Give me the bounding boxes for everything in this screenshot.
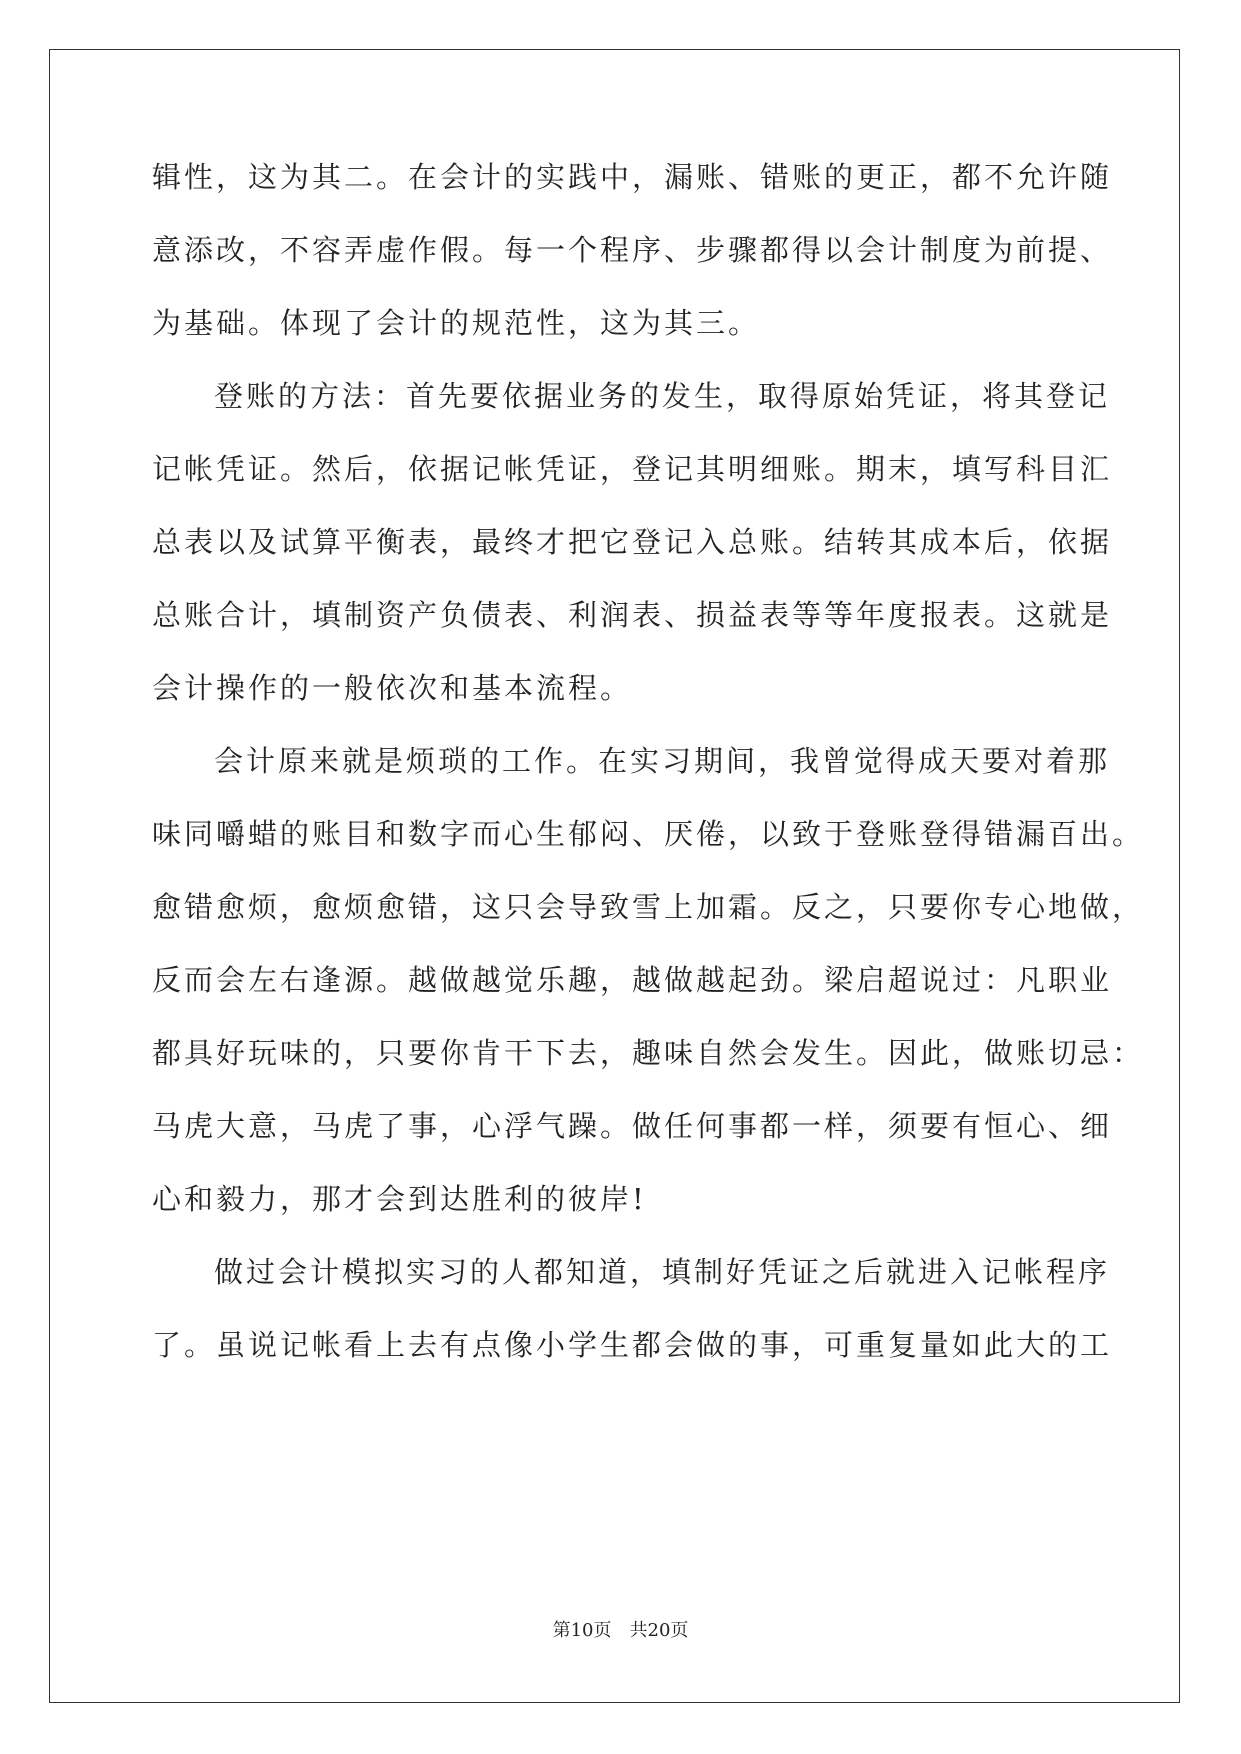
- text-line: 都具好玩味的，只要你肯干下去，趣味自然会发生。因此，做账切忌：: [152, 1036, 1145, 1070]
- text-line: 总账合计，填制资产负债表、利润表、损益表等等年度报表。这就是: [152, 598, 1113, 632]
- text-line: 意添改，不容弄虚作假。每一个程序、步骤都得以会计制度为前提、: [152, 233, 1113, 267]
- text-line: 愈错愈烦，愈烦愈错，这只会导致雪上加霜。反之，只要你专心地做，: [152, 890, 1145, 924]
- paragraph-start: 做过会计模拟实习的人都知道，填制好凭证之后就进入记帐程序: [214, 1255, 1111, 1289]
- text-line: 心和毅力，那才会到达胜利的彼岸!: [152, 1182, 647, 1216]
- paragraph-start: 登账的方法：首先要依据业务的发生，取得原始凭证，将其登记: [214, 379, 1111, 413]
- text-line: 会计操作的一般依次和基本流程。: [152, 671, 633, 705]
- text-line: 了。虽说记帐看上去有点像小学生都会做的事，可重复量如此大的工: [152, 1328, 1113, 1362]
- text-line: 马虎大意，马虎了事，心浮气躁。做任何事都一样，须要有恒心、细: [152, 1109, 1113, 1143]
- page-number-footer: 第10页 共20页: [552, 1620, 689, 1641]
- text-line: 味同嚼蜡的账目和数字而心生郁闷、厌倦，以致于登账登得错漏百出。: [152, 817, 1145, 851]
- text-line: 为基础。体现了会计的规范性，这为其三。: [152, 306, 761, 340]
- text-line: 总表以及试算平衡表，最终才把它登记入总账。结转其成本后，依据: [152, 525, 1113, 559]
- paragraph-start: 会计原来就是烦琐的工作。在实习期间，我曾觉得成天要对着那: [214, 744, 1111, 778]
- text-line: 反而会左右逢源。越做越觉乐趣，越做越起劲。梁启超说过：凡职业: [152, 963, 1113, 997]
- page-border: [49, 49, 1180, 1703]
- text-line: 辑性，这为其二。在会计的实践中，漏账、错账的更正，都不允许随: [152, 160, 1113, 194]
- text-line: 记帐凭证。然后，依据记帐凭证，登记其明细账。期末，填写科目汇: [152, 452, 1113, 486]
